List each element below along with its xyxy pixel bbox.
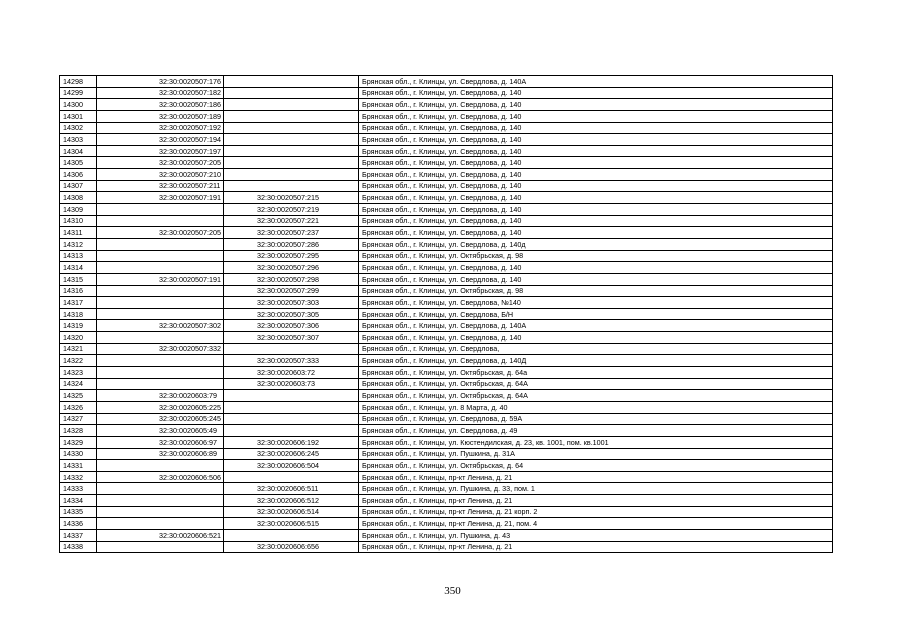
related-cadastral-number-cell [224, 343, 359, 355]
row-number-cell: 14331 [60, 460, 97, 472]
address-cell: Брянская обл., г. Клинцы, ул. Октябрьская, д. 64А [359, 378, 833, 390]
related-cadastral-number-cell [224, 262, 359, 274]
related-cadastral-number-cell [224, 471, 359, 483]
row-number-cell: 14307 [60, 180, 97, 192]
cell-text: 32:30:0020507:296 [257, 262, 319, 272]
cell-text: 32:30:0020606:514 [257, 507, 319, 517]
registry-table [59, 75, 833, 553]
table-row [60, 215, 833, 227]
cell-text: 32:30:0020507:221 [257, 216, 319, 226]
table-row [60, 134, 833, 146]
table-row [60, 448, 833, 460]
table-row [60, 122, 833, 134]
cadastral-number-cell [97, 192, 224, 204]
address-cell: Брянская обл., г. Клинцы, ул. Пушкина, д. 33, пом. 1 [359, 483, 833, 495]
row-number-cell: 14306 [60, 169, 97, 181]
cell-text: 32:30:0020507:237 [257, 228, 319, 238]
cell-text: 32:30:0020507:332 [159, 344, 221, 354]
cadastral-number-cell [97, 506, 224, 518]
related-cadastral-number-cell [224, 99, 359, 111]
cadastral-number-cell [97, 495, 224, 507]
table-row [60, 401, 833, 413]
table-row [60, 471, 833, 483]
address-cell: Брянская обл., г. Клинцы, ул. Свердлова, [359, 343, 833, 355]
table-row [60, 145, 833, 157]
table-row [60, 273, 833, 285]
address-cell: Брянская обл., г. Клинцы, ул. Октябрьская, д. 64А [359, 390, 833, 402]
row-number-cell: 14335 [60, 506, 97, 518]
related-cadastral-number-cell [224, 215, 359, 227]
row-number-cell: 14336 [60, 518, 97, 530]
related-cadastral-number-cell [224, 367, 359, 379]
cadastral-number-cell [97, 157, 224, 169]
table-row [60, 87, 833, 99]
cell-text: 32:30:0020507:182 [159, 88, 221, 98]
address-cell: Брянская обл., г. Клинцы, ул. Октябрьская, д. 64 [359, 460, 833, 472]
row-number-cell: 14318 [60, 308, 97, 320]
related-cadastral-number-cell [224, 529, 359, 541]
address-cell: Брянская обл., г. Клинцы, ул. Свердлова, д. 140 [359, 180, 833, 192]
address-cell: Брянская обл., г. Клинцы, пр-кт Ленина, д. 21 [359, 495, 833, 507]
row-number-cell: 14313 [60, 250, 97, 262]
cell-text: 32:30:0020507:191 [159, 274, 221, 284]
cell-text: 32:30:0020507:286 [257, 239, 319, 249]
cadastral-number-cell [97, 378, 224, 390]
related-cadastral-number-cell [224, 401, 359, 413]
address-cell: Брянская обл., г. Клинцы, ул. Октябрьская, д. 98 [359, 285, 833, 297]
table-row [60, 378, 833, 390]
related-cadastral-number-cell [224, 506, 359, 518]
table-row [60, 262, 833, 274]
related-cadastral-number-cell [224, 320, 359, 332]
address-cell: Брянская обл., г. Клинцы, пр-кт Ленина, д. 21 [359, 471, 833, 483]
cell-text: 32:30:0020606:192 [257, 437, 319, 447]
cadastral-number-cell [97, 343, 224, 355]
cadastral-number-cell [97, 308, 224, 320]
cadastral-number-cell [97, 99, 224, 111]
row-number-cell: 14302 [60, 122, 97, 134]
table-row [60, 506, 833, 518]
cell-text: 32:30:0020605:225 [159, 402, 221, 412]
related-cadastral-number-cell [224, 169, 359, 181]
row-number-cell: 14299 [60, 87, 97, 99]
row-number-cell: 14337 [60, 529, 97, 541]
cell-text: 32:30:0020507:333 [257, 356, 319, 366]
related-cadastral-number-cell [224, 297, 359, 309]
table-row [60, 343, 833, 355]
address-cell: Брянская обл., г. Клинцы, ул. Свердлова, д. 140 [359, 332, 833, 344]
row-number-cell: 14303 [60, 134, 97, 146]
address-cell: Брянская обл., г. Клинцы, ул. Свердлова, д. 140 [359, 227, 833, 239]
table-row [60, 529, 833, 541]
cell-text: 32:30:0020606:515 [257, 519, 319, 529]
related-cadastral-number-cell [224, 483, 359, 495]
table-row [60, 157, 833, 169]
cell-text: 32:30:0020507:303 [257, 297, 319, 307]
cell-text: 32:30:0020606:97 [159, 437, 217, 447]
table-row [60, 436, 833, 448]
table-row [60, 413, 833, 425]
cadastral-number-cell [97, 204, 224, 216]
cadastral-number-cell [97, 529, 224, 541]
row-number-cell: 14324 [60, 378, 97, 390]
address-cell: Брянская обл., г. Клинцы, ул. Свердлова, д. 140Д [359, 355, 833, 367]
cell-text: 32:30:0020603:79 [159, 391, 217, 401]
table-row [60, 204, 833, 216]
related-cadastral-number-cell [224, 355, 359, 367]
address-cell: Брянская обл., г. Клинцы, ул. Октябрьская, д. 98 [359, 250, 833, 262]
cell-text: 32:30:0020603:72 [257, 367, 315, 377]
cell-text: 32:30:0020605:49 [159, 425, 217, 435]
cadastral-number-cell [97, 471, 224, 483]
cadastral-number-cell [97, 285, 224, 297]
cell-text: 32:30:0020507:306 [257, 321, 319, 331]
cadastral-number-cell [97, 390, 224, 402]
row-number-cell: 14328 [60, 425, 97, 437]
address-cell: Брянская обл., г. Клинцы, ул. Свердлова, д. 140 [359, 273, 833, 285]
related-cadastral-number-cell [224, 134, 359, 146]
table-row [60, 367, 833, 379]
row-number-cell: 14319 [60, 320, 97, 332]
cell-text: 32:30:0020507:219 [257, 204, 319, 214]
cell-text: 32:30:0020507:205 [159, 228, 221, 238]
address-cell: Брянская обл., г. Клинцы, ул. Свердлова, д. 140 [359, 110, 833, 122]
cell-text: 32:30:0020606:656 [257, 542, 319, 552]
row-number-cell: 14323 [60, 367, 97, 379]
table-row [60, 285, 833, 297]
related-cadastral-number-cell [224, 425, 359, 437]
table-row [60, 495, 833, 507]
address-cell: Брянская обл., г. Клинцы, ул. Свердлова, д. 140 [359, 215, 833, 227]
cadastral-number-cell [97, 297, 224, 309]
address-cell: Брянская обл., г. Клинцы, ул. Свердлова, д. 140 [359, 122, 833, 134]
cadastral-number-cell [97, 355, 224, 367]
cadastral-number-cell [97, 122, 224, 134]
row-number-cell: 14315 [60, 273, 97, 285]
cadastral-number-cell [97, 401, 224, 413]
table-row [60, 227, 833, 239]
row-number-cell: 14325 [60, 390, 97, 402]
related-cadastral-number-cell [224, 87, 359, 99]
row-number-cell: 14316 [60, 285, 97, 297]
table-row [60, 238, 833, 250]
cadastral-number-cell [97, 541, 224, 553]
address-cell: Брянская обл., г. Клинцы, ул. Свердлова, д. 140А [359, 320, 833, 332]
related-cadastral-number-cell [224, 413, 359, 425]
row-number-cell: 14309 [60, 204, 97, 216]
row-number-cell: 14327 [60, 413, 97, 425]
address-cell: Брянская обл., г. Клинцы, ул. Свердлова, д. 59А [359, 413, 833, 425]
cadastral-number-cell [97, 76, 224, 88]
table-row [60, 460, 833, 472]
row-number-cell: 14322 [60, 355, 97, 367]
row-number-cell: 14332 [60, 471, 97, 483]
row-number-cell: 14329 [60, 436, 97, 448]
related-cadastral-number-cell [224, 192, 359, 204]
address-cell: Брянская обл., г. Клинцы, ул. Свердлова, д. 140 [359, 87, 833, 99]
cadastral-number-cell [97, 227, 224, 239]
address-cell: Брянская обл., г. Клинцы, пр-кт Ленина, д. 21, пом. 4 [359, 518, 833, 530]
cadastral-number-cell [97, 367, 224, 379]
cell-text: 32:30:0020507:302 [159, 321, 221, 331]
related-cadastral-number-cell [224, 308, 359, 320]
related-cadastral-number-cell [224, 227, 359, 239]
address-cell: Брянская обл., г. Клинцы, ул. Пушкина, д. 31А [359, 448, 833, 460]
table-row [60, 308, 833, 320]
cell-text: 32:30:0020507:192 [159, 123, 221, 133]
cell-text: 32:30:0020507:191 [159, 193, 221, 203]
row-number-cell: 14321 [60, 343, 97, 355]
cadastral-number-cell [97, 332, 224, 344]
address-cell: Брянская обл., г. Клинцы, пр-кт Ленина, д. 21 [359, 541, 833, 553]
cell-text: 32:30:0020507:176 [159, 76, 221, 86]
address-cell: Брянская обл., г. Клинцы, ул. Свердлова, д. 140А [359, 76, 833, 88]
table-row [60, 297, 833, 309]
related-cadastral-number-cell [224, 145, 359, 157]
cell-text: 32:30:0020507:211 [159, 181, 221, 191]
cadastral-number-cell [97, 250, 224, 262]
related-cadastral-number-cell [224, 495, 359, 507]
table-row [60, 192, 833, 204]
cadastral-number-cell [97, 87, 224, 99]
table-row [60, 355, 833, 367]
cell-text: 32:30:0020605:245 [159, 414, 221, 424]
cell-text: 32:30:0020606:511 [257, 484, 319, 494]
related-cadastral-number-cell [224, 273, 359, 285]
related-cadastral-number-cell [224, 448, 359, 460]
row-number-cell: 14301 [60, 110, 97, 122]
row-number-cell: 14314 [60, 262, 97, 274]
cell-text: 32:30:0020606:506 [159, 472, 221, 482]
cell-text: 32:30:0020507:307 [257, 332, 319, 342]
row-number-cell: 14300 [60, 99, 97, 111]
related-cadastral-number-cell [224, 122, 359, 134]
row-number-cell: 14317 [60, 297, 97, 309]
cadastral-number-cell [97, 238, 224, 250]
row-number-cell: 14312 [60, 238, 97, 250]
related-cadastral-number-cell [224, 518, 359, 530]
row-number-cell: 14338 [60, 541, 97, 553]
related-cadastral-number-cell [224, 180, 359, 192]
address-cell: Брянская обл., г. Клинцы, ул. Свердлова, д. 140 [359, 262, 833, 274]
table-row [60, 180, 833, 192]
related-cadastral-number-cell [224, 460, 359, 472]
row-number-cell: 14330 [60, 448, 97, 460]
cell-text: 32:30:0020507:189 [159, 111, 221, 121]
cadastral-number-cell [97, 215, 224, 227]
related-cadastral-number-cell [224, 378, 359, 390]
row-number-cell: 14304 [60, 145, 97, 157]
cell-text: 32:30:0020606:512 [257, 495, 319, 505]
cadastral-number-cell [97, 145, 224, 157]
row-number-cell: 14308 [60, 192, 97, 204]
cell-text: 32:30:0020603:73 [257, 379, 315, 389]
cadastral-number-cell [97, 425, 224, 437]
related-cadastral-number-cell [224, 157, 359, 169]
address-cell: Брянская обл., г. Клинцы, ул. Свердлова, №140 [359, 297, 833, 309]
cell-text: 32:30:0020507:194 [159, 134, 221, 144]
related-cadastral-number-cell [224, 204, 359, 216]
table-row [60, 110, 833, 122]
cell-text: 32:30:0020606:504 [257, 460, 319, 470]
row-number-cell: 14298 [60, 76, 97, 88]
related-cadastral-number-cell [224, 110, 359, 122]
cadastral-number-cell [97, 169, 224, 181]
table-row [60, 169, 833, 181]
row-number-cell: 14305 [60, 157, 97, 169]
cell-text: 32:30:0020606:245 [257, 449, 319, 459]
cell-text: 32:30:0020507:210 [159, 169, 221, 179]
table-row [60, 76, 833, 88]
cell-text: 32:30:0020507:295 [257, 251, 319, 261]
cell-text: 32:30:0020606:521 [159, 530, 221, 540]
address-cell: Брянская обл., г. Клинцы, ул. Свердлова, д. 140 [359, 157, 833, 169]
table-row [60, 320, 833, 332]
page-number: 350 [444, 585, 461, 597]
related-cadastral-number-cell [224, 285, 359, 297]
address-cell: Брянская обл., г. Клинцы, ул. Октябрьская, д. 64а [359, 367, 833, 379]
address-cell: Брянская обл., г. Клинцы, ул. Свердлова, д. 140 [359, 204, 833, 216]
table-row [60, 250, 833, 262]
address-cell: Брянская обл., г. Клинцы, ул. Кюстендилская, д. 23, кв. 1001, пом. кв.1001 [359, 436, 833, 448]
cadastral-number-cell [97, 413, 224, 425]
cadastral-number-cell [97, 518, 224, 530]
address-cell: Брянская обл., г. Клинцы, ул. Свердлова, Б/Н [359, 308, 833, 320]
address-cell: Брянская обл., г. Клинцы, ул. Свердлова, д. 140 [359, 192, 833, 204]
related-cadastral-number-cell [224, 332, 359, 344]
cadastral-number-cell [97, 134, 224, 146]
cadastral-number-cell [97, 180, 224, 192]
row-number-cell: 14326 [60, 401, 97, 413]
address-cell: Брянская обл., г. Клинцы, ул. Свердлова, д. 140д [359, 238, 833, 250]
address-cell: Брянская обл., г. Клинцы, ул. Свердлова, д. 140 [359, 169, 833, 181]
related-cadastral-number-cell [224, 541, 359, 553]
table-row [60, 99, 833, 111]
table-row [60, 390, 833, 402]
row-number-cell: 14334 [60, 495, 97, 507]
related-cadastral-number-cell [224, 436, 359, 448]
table-row [60, 425, 833, 437]
cell-text: 32:30:0020507:215 [257, 193, 319, 203]
cell-text: 32:30:0020507:197 [159, 146, 221, 156]
table-row [60, 483, 833, 495]
cadastral-number-cell [97, 320, 224, 332]
related-cadastral-number-cell [224, 250, 359, 262]
cadastral-number-cell [97, 262, 224, 274]
row-number-cell: 14311 [60, 227, 97, 239]
cell-text: 32:30:0020507:186 [159, 100, 221, 109]
address-cell: Брянская обл., г. Клинцы, ул. Пушкина, д. 43 [359, 529, 833, 541]
related-cadastral-number-cell [224, 390, 359, 402]
cadastral-number-cell [97, 436, 224, 448]
address-cell: Брянская обл., г. Клинцы, ул. 8 Марта, д. 40 [359, 401, 833, 413]
cell-text: 32:30:0020507:305 [257, 309, 319, 319]
registry-table-body [60, 76, 833, 553]
cell-text: 32:30:0020507:205 [159, 158, 221, 168]
table-row [60, 541, 833, 553]
address-cell: Брянская обл., г. Клинцы, ул. Свердлова, д. 49 [359, 425, 833, 437]
row-number-cell: 14333 [60, 483, 97, 495]
related-cadastral-number-cell [224, 238, 359, 250]
cadastral-number-cell [97, 448, 224, 460]
cadastral-number-cell [97, 273, 224, 285]
address-cell: Брянская обл., г. Клинцы, ул. Свердлова, д. 140 [359, 145, 833, 157]
cadastral-number-cell [97, 460, 224, 472]
address-cell: Брянская обл., г. Клинцы, ул. Свердлова, д. 140 [359, 99, 833, 111]
address-cell: Брянская обл., г. Клинцы, пр-кт Ленина, д. 21 корп. 2 [359, 506, 833, 518]
cell-text: 32:30:0020507:299 [257, 286, 319, 296]
related-cadastral-number-cell [224, 76, 359, 88]
cadastral-number-cell [97, 110, 224, 122]
table-row [60, 518, 833, 530]
cell-text: 32:30:0020507:298 [257, 274, 319, 284]
cadastral-number-cell [97, 483, 224, 495]
row-number-cell: 14310 [60, 215, 97, 227]
row-number-cell: 14320 [60, 332, 97, 344]
address-cell: Брянская обл., г. Клинцы, ул. Свердлова, д. 140 [359, 134, 833, 146]
cell-text: 32:30:0020606:89 [159, 449, 217, 459]
table-row [60, 332, 833, 344]
